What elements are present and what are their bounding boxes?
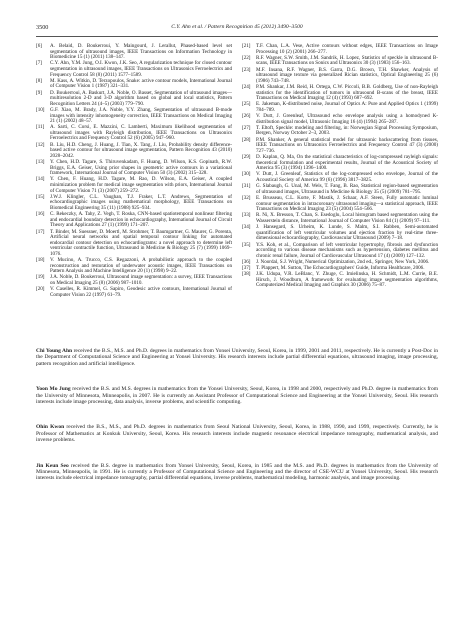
reference-number: [7] [36, 60, 42, 67]
reference-number: [27] [242, 124, 251, 131]
author-bio-text: received the B.S. degree in mathematics from Yonsei University, Seoul, Korea, in 1985 and the M.S. and Ph.D. degrees in mathematics from the University of Minnesota, Minneapolis, in 1991. He is currently a Professor of Computational Science and Engineering and the director of CSE-WCU at Yonsei University, Seoul. His research interests include electrical impedance tomography, partial differential equations, inverse problems, mathematical modeling, harmonic analysis, and image processing. [36, 462, 438, 482]
reference-item [36, 61, 232, 78]
reference-item [36, 91, 232, 108]
reference-item [242, 225, 438, 242]
page-header [36, 24, 438, 36]
references-left-column [36, 44, 232, 299]
reference-number: [24] [242, 83, 251, 90]
reference-number: [30] [242, 171, 251, 178]
reference-number: [33] [242, 212, 251, 219]
reference-text: A. Belaid, D. Boukerroui, Y. Maingourd, J. Lerallut, Phased-based level set segmentation of ultrasound images, IEEE Transactions on Information Technology in Biomedicine 15 (1) (2011) 138–147. [50, 43, 232, 61]
reference-number: [36] [242, 258, 251, 265]
reference-text: D. Kaplan, Q. Ma, On the statistical characteristics of log-compressed rayleigh signals: theoretical formulation and experimental results, Journal of the Acoustical Society of America 95 (3) (1994) 1396–1400. [256, 154, 438, 172]
author-bio [36, 463, 438, 482]
reference-text: J.K. Udupa, V.R. LeBlanc, Y. Zhuge, C. Imielinska, H. Schmidt, L.M. Currie, B.E. Hirsch, J. Woodburn, A framework for evaluating image segmentation algorithms, Computerized Medical Imaging and Graphics 30 (2006) 75–87. [256, 271, 438, 289]
author-biographies [36, 348, 438, 501]
reference-item [36, 79, 232, 90]
reference-number: [21] [242, 43, 251, 49]
reference-text: V. Dutt, J. Greenleaf, Statistics of the log-compressed echo envelope, Journal of the Acoustical Society of America 99 (6) (1996) 3817–3825. [256, 171, 438, 183]
reference-text: Y. Chen, H.D. Tagare, S. Thiruvenkadam, F. Huang, D. Wilson, K.S. Gopinath, R.W. Briggs, E.A. Geiser, Using prior shapes in geometric active contours in a variational framework, International Journal of Computer Vision 50 (3) (2002) 315–328. [50, 159, 232, 177]
reference-number: [38] [242, 271, 251, 278]
reference-number: [13] [36, 159, 45, 166]
reference-text: B. Liu, H.D. Cheng, J. Huang, J. Tian, X. Tang, J. Liu, Probability density difference-based active contour for ultrasound image segmentation, Pattern Recognition 43 (2010) 2028–2042. [50, 141, 232, 159]
reference-text: D. Boukerroui, A. Baskurt, J.A. Noble, O. Basset, Segmentation of ultrasound images—multiresolution 2-D and 3-D algorithm based on global and local statistics, Pattern Recognition Letters 24 (4–5) (2003) 779–790. [50, 89, 232, 107]
reference-item [242, 155, 438, 172]
reference-text: G. Slabaugh, G. Unal, M. Wels, T. Fang, B. Rao, Statistical region-based segmentation of ultrasound images, Ultrasound in Medicine & Biology 35 (5) (2009) 781–795. [256, 183, 438, 195]
reference-item [36, 230, 232, 258]
reference-text: R. Ni, X. Bresson, T. Chan, S. Esedoglu, Local histogram based segmentation using the Wasserstein distance, International Journal of Computer Vision 84 (1) (2009) 97–111. [256, 212, 438, 224]
reference-text: Y. Chen, F. Huang, H.D. Tagare, M. Rao, D. Wilson, E.A. Geiser, A coupled minimization problem for medical image segmentation with priors, International Journal of Computer Vision 71 (3) (2007) 259–272. [50, 176, 232, 194]
reference-item [36, 125, 232, 142]
reference-text: V. Dutt, J. Greenleaf, Ultrasound echo envelope analysis using a homodyned K-distribution signal model, Ultrasonic Imaging 16 (4) (1994) 265–287. [256, 113, 438, 125]
author-name: Jin Keun Seo [36, 462, 69, 469]
reference-text: G.F. Xiao, M. Brady, J.A. Noble, Y.Y. Zhang, Segmentation of ultrasound B-mode images with intensity inhomogeneity correction, IEEE Transactions on Medical Imaging 21 (1) (2002) 48–57. [50, 106, 232, 125]
reference-item [242, 172, 438, 183]
reference-text: T.F. Chan, L.A. Vese, Active contours without edges, IEEE Transactions on Image Processing 10 (2) (2001) 266–277. [256, 43, 438, 55]
reference-number: [22] [242, 54, 251, 61]
reference-item [36, 275, 232, 286]
reference-number: [14] [36, 176, 45, 183]
author-bio-text: received the B.S., M.S. and Ph.D. degrees in mathematics from Yonsei University, Seoul, Korea, in 1999, 2001 and 2011, respectively. He is currently a Post-Doc in the Department of Computational Science and Engineering at Yonsei University. His research interests include partial differential equations, ultrasound imaging, image processing, pattern recognition and artificial intelligence. [36, 348, 439, 367]
reference-number: [31] [242, 183, 251, 190]
reference-number: [12] [36, 141, 45, 148]
reference-text: M.F. Insana, R.F. Wagner, B.S. Garra, D.G. Brown, T.H. Shawker, Analysis of ultrasound image texture via generalized Rician statistics, Optical Engineering 25 (6) (1986) 743–748. [256, 66, 438, 84]
reference-number: [26] [242, 113, 251, 120]
reference-item [36, 195, 232, 212]
reference-number: [17] [36, 228, 45, 235]
page-number: 3500 [36, 24, 49, 31]
reference-text: E. Brusseau, C.L. Korte, F. Mastik, J. Schaar, A.F. Steen, Fully automatic luminal contour segmentation in intracoronary ultrasound imaging—a statistical approach, IEEE Transactions on Medical Imaging 23 (5) (2004) 554–566. [256, 194, 438, 213]
reference-item [36, 287, 232, 298]
reference-text: R.F. Wagner, S.W. Smith, J.M. Sandrik, H. Lopez, Statistics of speckle in ultrasound B-scans, IEEE Transactions on Sonics and Ultrasonics 30 (3) (1983) 156–163. [256, 54, 438, 67]
author-bio-text: received the B.S., M.S., and Ph.D. degrees in mathematics from Seoul National University, Seoul, Korea, in 1988, 1990, and 1999, respectively. Currently, he is Professor of Mathematics at Konkuk University, Seoul, Korea. His research interests include magnetic resonance electrical impedance tomography, mathematical analysis, and inverse problems. [36, 424, 439, 444]
reference-number: [16] [36, 211, 45, 218]
reference-item [36, 143, 232, 160]
reference-item [242, 68, 438, 85]
reference-number: [34] [242, 224, 251, 231]
references [36, 44, 438, 299]
reference-number: [11] [36, 124, 45, 131]
reference-item [36, 108, 232, 125]
reference-number: [35] [242, 241, 251, 248]
reference-item [242, 44, 438, 55]
reference-text: T. Binder, M. Suessner, D. Moertl, M. Strohmer, T. Baumgartner, G. Maurer, G. Porenta, Artificial neural networks and spatial temporal contour linking for automated endocardial contour detection on echocardiograms: a novel approach to determine left ventricular contractile function, Ultrasound in Medicine & Biology 25 (7) (1999) 1069–1076. [50, 228, 232, 257]
reference-number: [19] [36, 274, 45, 281]
reference-text: J. Noordal, S.J. Wright, Numerical Optimization, 2nd ed., Springer, New York, 2006. [256, 258, 430, 265]
reference-text: J.W.J. Klingler, C.L. Vaughan, T.J. Fraker, L.T. Andrews, Segmentation of echocardiographic images using mathematical morphology, IEEE Transactions on Biomedical Engineering 35 (11) (1988) 925–934. [50, 193, 232, 211]
reference-item [242, 196, 438, 213]
reference-item [36, 160, 232, 177]
reference-item [242, 56, 438, 67]
reference-text: M. Kass, A. Witkin, D. Terzopoulos, Snake: active contour models, International Journal of Computer Vision 1 (1987) 321–331. [50, 77, 232, 90]
reference-item [242, 272, 438, 289]
reference-item [242, 213, 438, 224]
reference-text: V. Caselles, R. Kimmel, G. Sapiro, Geodesic active contours, International Journal of Computer Vision 22 (1997) 61–79. [50, 286, 232, 298]
reference-text: J.A. Noble, D. Boukerroui, Ultrasound image segmentation: a survey, IEEE Transactions on Medical Imaging 25 (8) (2006) 987–1010. [50, 274, 232, 287]
reference-number: [10] [36, 106, 45, 113]
reference-number: [37] [242, 265, 251, 272]
author-name: Ohin Kwon [36, 424, 65, 431]
author-name: Yoon Mo Jung [36, 386, 71, 393]
reference-text: E. Jakeman, K-distributed noise, Journal of Optics A: Pure and Applied Optics 1 (1999) 784–789. [256, 101, 438, 113]
reference-number: [18] [36, 257, 45, 264]
reference-text: J. Hansegard, S. Urheim, K. Lunde, S. Malm, S.I. Rabben, Semi-automated quantification of left ventricular volumes and ejection fraction by real-time three-dimensional echocardiography, Cardiovascular Ultrasound (2009) 7–18. [256, 224, 438, 242]
reference-text: Y.S. Koh, et al., Comparison of left ventricular hypertrophy, fibrosis and dysfunction according to various disease mechanisms such as hypertension, diabetes mellitus and chronic renal failure, Journal of Cardiovascular Ultrasound 17 (4) (2009) 127–132. [256, 241, 438, 259]
reference-number: [23] [242, 66, 251, 73]
reference-text: T. Eltoft, Speckle: modeling and filtering, in: Norwegian Signal Processing Symposium, Bergen, Norway October 2–3, 2003. [256, 124, 438, 137]
references-right-column [242, 44, 438, 299]
author-bio [36, 386, 438, 405]
reference-number: [29] [242, 154, 251, 161]
reference-number: [15] [36, 193, 45, 200]
reference-text: V. Mucino, A. Trucco, C.S. Regazzoni, A probabilistic approach to the coupled reconstruction and restoration of underwater acoustic images, IEEE Transactions on Pattern Analysis and Machine Intelligence 20 (1) (1998) 9–22. [50, 257, 232, 275]
reference-item [36, 258, 232, 275]
author-bio [36, 348, 438, 367]
reference-text: T. Plappert, M. Sutton, The Echocardiographers' Guide, Informa Healthcare, 2006. [256, 265, 425, 272]
reference-item [36, 177, 232, 194]
author-bio [36, 424, 438, 443]
reference-number: [28] [242, 136, 251, 143]
reference-number: [9] [36, 89, 42, 96]
reference-text: C.Y. Ahn, Y.M. Jung, O.I. Kwon, J.K. Seo, A regularization technique for closed contour segmentation in ultrasound images, IEEE Transactions on Ultrasonics Ferroelectrics and Frequency Control 58 (8) (2011) 1577–1589. [50, 60, 232, 78]
reference-item [36, 44, 232, 61]
reference-number: [25] [242, 101, 251, 108]
reference-item [242, 114, 438, 125]
reference-text: A. Sarti, C. Corsi, E. Mazzini, C. Lamberti, Maximum likelihood segmentation of ultrasound images with Rayleigh distribution, IEEE Transactions on Ultrasonics Ferroelectrics and Frequency Control 52 (6) (2005) 947–960. [50, 124, 232, 142]
reference-number: [20] [36, 286, 45, 293]
reference-item [242, 126, 438, 137]
reference-item [242, 243, 438, 260]
reference-text: P.M. Shankar, J.M. Reid, H. Ortega, C.W. Piccoli, B.B. Goldberg, Use of non-Rayleigh statistics for the identification of tumors in ultrasound B-scans of the breast, IEEE Transactions on Medical Imaging 12 (4) (1993) 687–692. [256, 83, 438, 102]
reference-item [242, 184, 438, 195]
reference-item [242, 102, 438, 113]
reference-item [36, 212, 232, 229]
journal-citation: C.Y. Ahn et al. / Pattern Recognition 45 (2012) 3490–3500 [171, 24, 303, 30]
reference-number: [32] [242, 194, 251, 201]
reference-item [242, 85, 438, 102]
reference-item [242, 138, 438, 155]
reference-text: P.M. Shanker, A general statistical model for ultrasonic backscattering from tissues, IEEE Transactions on Ultrasonics Ferroelectrics and Frequency Control 47 (3) (2000) 727–736. [256, 136, 438, 154]
author-name: Chi Young Ahn [36, 348, 73, 354]
author-bio-text: received the B.S. and M.S. degrees in mathematics from the Yonsei University, Seoul, Korea, in 1998 and 2000, respectively and Ph.D. degree in mathematics from the University of Minnesota, Minneapolis, in 2007. He is currently an Assistant Professor of Computational Science and Engineering at the Yonsei University, Seoul. His research interests include image processing, data analysis, inverse problems, and scientific computing. [36, 386, 439, 406]
header-rule [36, 36, 438, 37]
reference-number: [8] [36, 77, 42, 84]
reference-number: [6] [36, 43, 42, 49]
reference-text: C. Rekeczky, A. Tahy, Z. Vegh, T. Roska, CNN-based spatiotemporal nonlinear filtering and endocardial boundary detection in echocardiography, International Journal of Circuit Theory and Applications 27 (1) (1999) 171–207. [50, 211, 232, 229]
